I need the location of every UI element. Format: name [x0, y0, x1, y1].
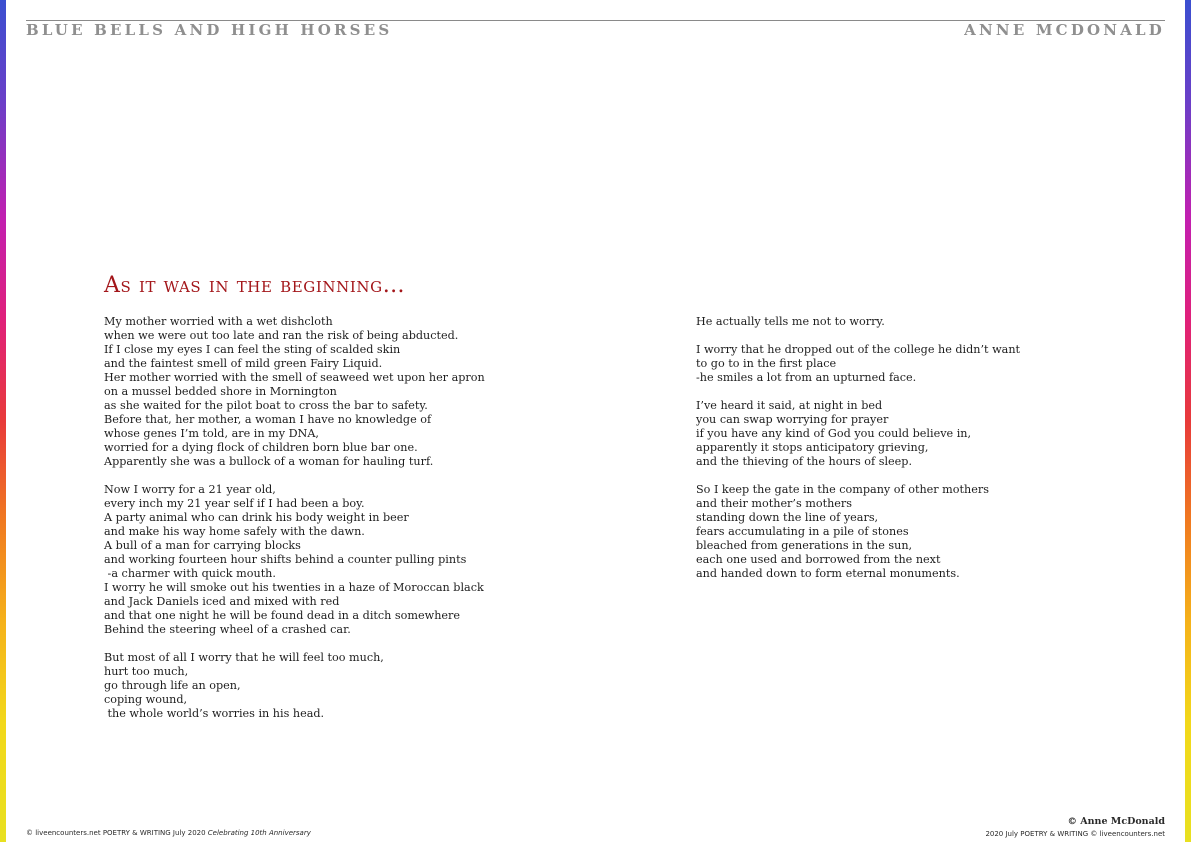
poem-line: My mother worried with a wet dishcloth — [104, 315, 333, 328]
poem-line: if you have any kind of God you could believe in, — [696, 427, 972, 440]
poem-column-right — [696, 315, 1136, 595]
poem-line: Her mother worried with the smell of seaweed wet upon her apron — [104, 371, 485, 384]
poem-line: Before that, her mother, a woman I have no knowledge of — [104, 413, 432, 426]
footer-publication-info — [26, 829, 311, 837]
footer-anniversary-text: Celebrating 10th Anniversary — [207, 829, 311, 837]
poem-line: and handed down to form eternal monuments. — [696, 567, 960, 580]
poem-line: whose genes I’m told, are in my DNA, — [104, 427, 319, 440]
poem-stanza — [696, 343, 1136, 385]
author-name-header: ANNE MCDONALD — [964, 21, 1165, 39]
poem-line: to go to in the first place — [696, 357, 837, 370]
poem-line: Apparently she was a bullock of a woman for hauling turf. — [104, 455, 434, 468]
poem-line: each one used and borrowed from the next — [696, 553, 941, 566]
poem-stanza — [696, 483, 1136, 581]
poem-line: and Jack Daniels iced and mixed with red — [104, 595, 340, 608]
poem-line: He actually tells me not to worry. — [696, 315, 885, 328]
poem-line: as she waited for the pilot boat to cross the bar to safety. — [104, 399, 428, 412]
poem-line: Now I worry for a 21 year old, — [104, 483, 276, 496]
poem-line: I’ve heard it said, at night in bed — [696, 399, 883, 412]
poem-line: fears accumulating in a pile of stones — [696, 525, 909, 538]
poem-line: But most of all I worry that he will feel too much, — [104, 651, 384, 664]
poem-title: As it was in the beginning… — [104, 273, 406, 298]
poem-line: the whole world’s worries in his head. — [104, 707, 325, 720]
poem-stanza — [696, 399, 1136, 469]
poem-line: apparently it stops anticipatory grieving, — [696, 441, 929, 454]
poem-line: you can swap worrying for prayer — [696, 413, 889, 426]
poem-line: A party animal who can drink his body weight in beer — [104, 511, 409, 524]
magazine-section-title: BLUE BELLS AND HIGH HORSES — [26, 21, 393, 39]
poem-line: Behind the steering wheel of a crashed car. — [104, 623, 351, 636]
poem-line: and that one night he will be found dead in a ditch somewhere — [104, 609, 461, 622]
poem-line: I worry that he dropped out of the college he didn’t want — [696, 343, 1021, 356]
poem-line: hurt too much, — [104, 665, 189, 678]
poem-stanza — [104, 651, 544, 721]
poem-column-left — [104, 315, 544, 735]
poem-line: So I keep the gate in the company of other mothers — [696, 483, 989, 496]
poem-line: A bull of a man for carrying blocks — [104, 539, 301, 552]
poem-line: and the thieving of the hours of sleep. — [696, 455, 913, 468]
poem-line: and the faintest smell of mild green Fairy Liquid. — [104, 357, 383, 370]
poem-line: standing down the line of years, — [696, 511, 879, 524]
poem-line: If I close my eyes I can feel the sting of scalded skin — [104, 343, 401, 356]
poem-line: when we were out too late and ran the risk of being abducted. — [104, 329, 459, 342]
poem-line: bleached from generations in the sun, — [696, 539, 913, 552]
poem-line: on a mussel bedded shore in Mornington — [104, 385, 337, 398]
left-color-border — [0, 0, 6, 842]
poem-stanza — [104, 315, 544, 469]
poem-line: I worry he will smoke out his twenties in a haze of Moroccan black — [104, 581, 484, 594]
poem-line: -he smiles a lot from an upturned face. — [696, 371, 917, 384]
poem-line: every inch my 21 year self if I had been a boy. — [104, 497, 365, 510]
poem-stanza — [104, 483, 544, 637]
poem-line: coping wound, — [104, 693, 188, 706]
poem-line: go through life an open, — [104, 679, 241, 692]
poem-line: and make his way home safely with the dawn. — [104, 525, 365, 538]
poem-stanza — [696, 315, 1136, 329]
right-color-border — [1185, 0, 1191, 842]
poem-line: and working fourteen hour shifts behind a counter pulling pints — [104, 553, 467, 566]
footer-copyright — [985, 816, 1165, 838]
poem-line: and their mother’s mothers — [696, 497, 853, 510]
footer-publication-text: © liveencounters.net POETRY & WRITING July 2020 — [26, 829, 206, 837]
footer-issue-info: 2020 July POETRY & WRITING © liveencounters.net — [985, 830, 1165, 838]
poem-line: worried for a dying flock of children born blue bar one. — [104, 441, 418, 454]
copyright-author: © Anne McDonald — [1067, 816, 1165, 827]
poem-line: -a charmer with quick mouth. — [104, 567, 276, 580]
